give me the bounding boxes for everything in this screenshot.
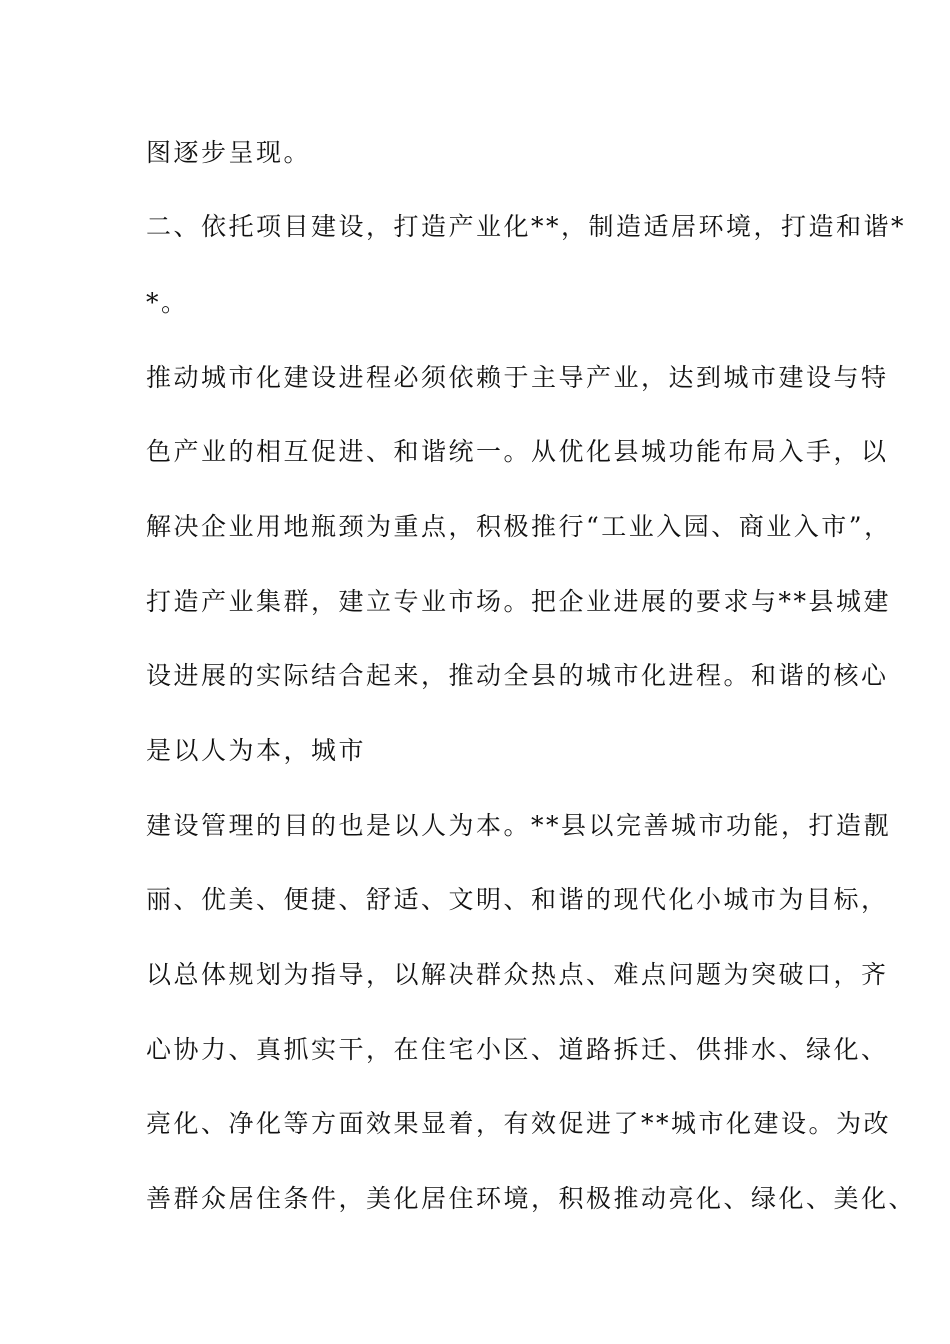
text-line: 建设管理的目的也是以人为本。**县以完善城市功能，打造靓 [146, 811, 892, 840]
section-heading-continued: *。 [146, 288, 189, 317]
text-line: 亮化、净化等方面效果显着，有效促进了**城市化建设。为改 [146, 1109, 892, 1138]
section-heading: 二、依托项目建设，打造产业化**，制造适居环境，打造和谐* [146, 212, 907, 241]
text-line: 图逐步呈现。 [146, 138, 312, 167]
text-line: 丽、优美、便捷、舒适、文明、和谐的现代化小城市为目标， [146, 885, 889, 914]
text-line: 推动城市化建设进程必须依赖于主导产业，达到城市建设与特 [146, 363, 889, 392]
text-line: 解决企业用地瓶颈为重点，积极推行“工业入园、商业入市”， [146, 512, 892, 541]
text-line: 设进展的实际结合起来，推动全县的城市化进程。和谐的核心 [146, 661, 889, 690]
text-line: 心协力、真抓实干，在住宅小区、道路拆迁、供排水、绿化、 [146, 1035, 889, 1064]
text-line: 善群众居住条件，美化居住环境，积极推动亮化、绿化、美化、 [146, 1184, 917, 1213]
text-line: 是以人为本，城市 [146, 736, 367, 765]
text-line: 以总体规划为指导，以解决群众热点、难点问题为突破口，齐 [146, 960, 889, 989]
text-line: 打造产业集群，建立专业市场。把企业进展的要求与**县城建 [146, 587, 892, 616]
text-line: 色产业的相互促进、和谐统一。从优化县城功能布局入手，以 [146, 437, 889, 466]
